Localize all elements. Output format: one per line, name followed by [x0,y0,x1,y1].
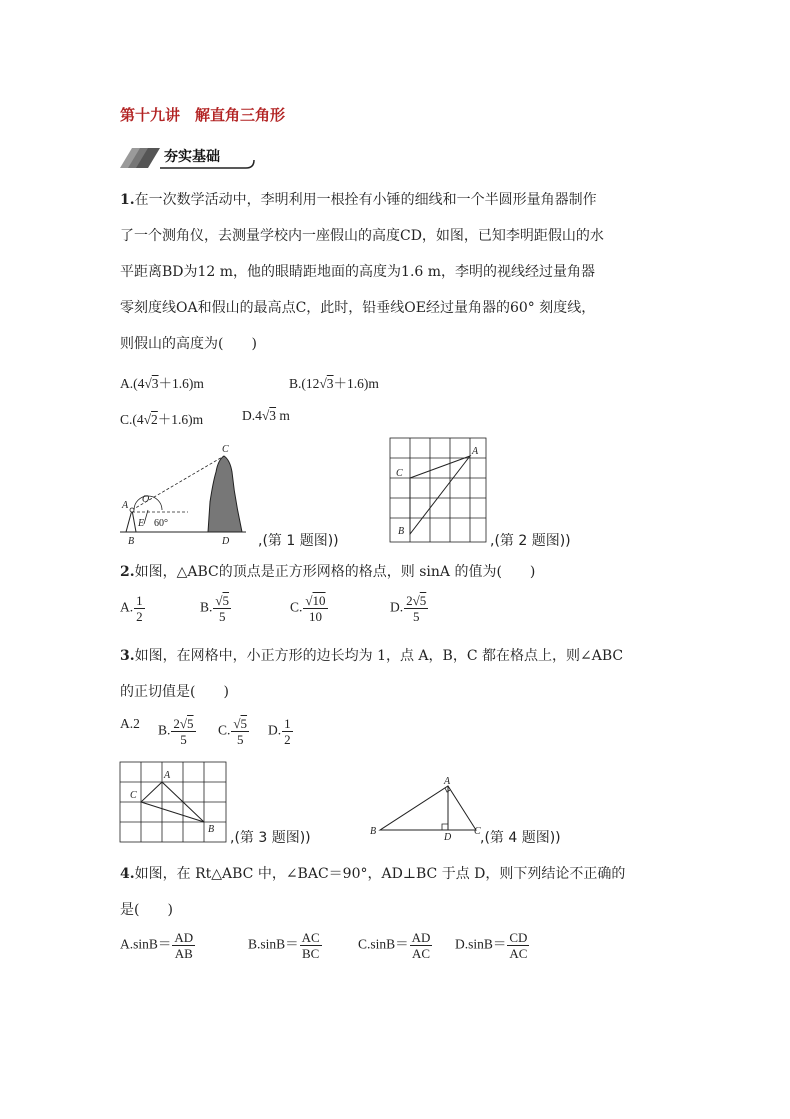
fig4-label-a: A [444,776,451,787]
fig1-label-e: E [138,518,145,529]
q1-line-1: 1.在一次数学活动中，李明利用一根拴有小锤的细线和一个半圆形量角器制作 [120,192,597,208]
fig2-label-a: A [472,446,479,457]
q1-number: 1. [120,192,135,208]
figure-1 [118,442,258,546]
fig3-label-b: B [208,824,215,835]
q3-option-c: C. $\frac{√5}{5}$ [218,716,248,747]
lecture-title: 第十九讲 解直角三角形 [120,106,286,124]
q3-option-b: B. $\frac{2√5}{5}$ [158,716,194,747]
fig2-label-c: C [396,468,403,479]
fig3-caption: ,(第 3 题图)) [230,830,311,846]
fig4-label-d: D [444,832,452,843]
q2-option-d: D. $\frac{2√5}{5}$ [390,593,427,624]
book-icon [120,148,160,168]
figure-2 [386,436,490,546]
q2-option-a: A. $\frac{1}{2}$ [120,593,143,624]
q4-option-d: D.sinB＝ $\frac{CD}{AC}$ [455,930,528,961]
fig1-caption: ,(第 1 题图)) [258,533,339,549]
q1-option-c: C.(4√2＋1.6)m [120,412,204,427]
fig1-label-a: A [122,500,129,511]
q1-line-4: 零刻度线OA和假山的最高点C，此时，铅垂线OE经过量角器的60° 刻度线， [120,300,596,316]
q4-line-2: 是( ) [120,902,173,918]
fig2-caption: ,(第 2 题图)) [490,533,571,549]
q3-option-d: D. $\frac{1}{2}$ [268,716,291,747]
fig4-label-b: B [370,826,377,837]
fig3-label-a: A [164,770,171,781]
q3-number: 3. [120,648,135,664]
figure-3 [118,758,230,844]
q1-option-d: D.4√3 m [242,408,290,423]
q2-line-1: 2.如图，△ABC的顶点是正方形网格的格点，则 sinA 的值为( ) [120,564,536,580]
q4-option-c: C.sinB＝ $\frac{AD}{AC}$ [358,930,431,961]
q2-option-c: C. $\frac{√10}{10}$ [290,593,326,624]
fig4-label-c: C [474,826,481,837]
q1-option-b: B.(12√3＋1.6)m [289,376,379,391]
q3-option-a: A.2 [120,716,140,731]
fig1-label-d: D [222,536,230,547]
fig2-label-b: B [398,526,405,537]
q3-line-1: 3.如图，在网格中，小正方形的边长均为 1，点 A，B，C 都在格点上，则∠ABC [120,648,624,664]
q1-line-5: 则假山的高度为( ) [120,336,257,352]
fig1-label-c: C [222,444,229,455]
q4-line-1: 4.如图，在 Rt△ABC 中，∠BAC＝90°，AD⊥BC 于点 D，则下列结论不正确的 [120,866,626,882]
q1-option-a: A.(4√3＋1.6)m [120,376,204,391]
fig1-label-o: O [142,494,150,505]
fig1-label-angle: 60° [154,518,168,529]
fig4-caption: ,(第 4 题图)) [480,830,561,846]
section-title: 夯实基础 [164,149,220,165]
q4-option-a: A.sinB＝ $\frac{AD}{AB}$ [120,930,194,961]
fig1-label-b: B [128,536,135,547]
q2-number: 2. [120,564,135,580]
q3-line-2: 的正切值是( ) [120,684,229,700]
q4-option-b: B.sinB＝ $\frac{AC}{BC}$ [248,930,320,961]
q1-line-2: 了一个测角仪，去测量学校内一座假山的高度CD，如图，已知李明距假山的水 [120,228,604,244]
q2-option-b: B. $\frac{√5}{5}$ [200,593,230,624]
q1-line-3: 平距离BD为12 m，他的眼睛距地面的高度为1.6 m，李明的视线经过量角器 [120,264,596,280]
fig3-label-c: C [130,790,137,801]
figure-4 [368,774,481,843]
q4-number: 4. [120,866,135,882]
